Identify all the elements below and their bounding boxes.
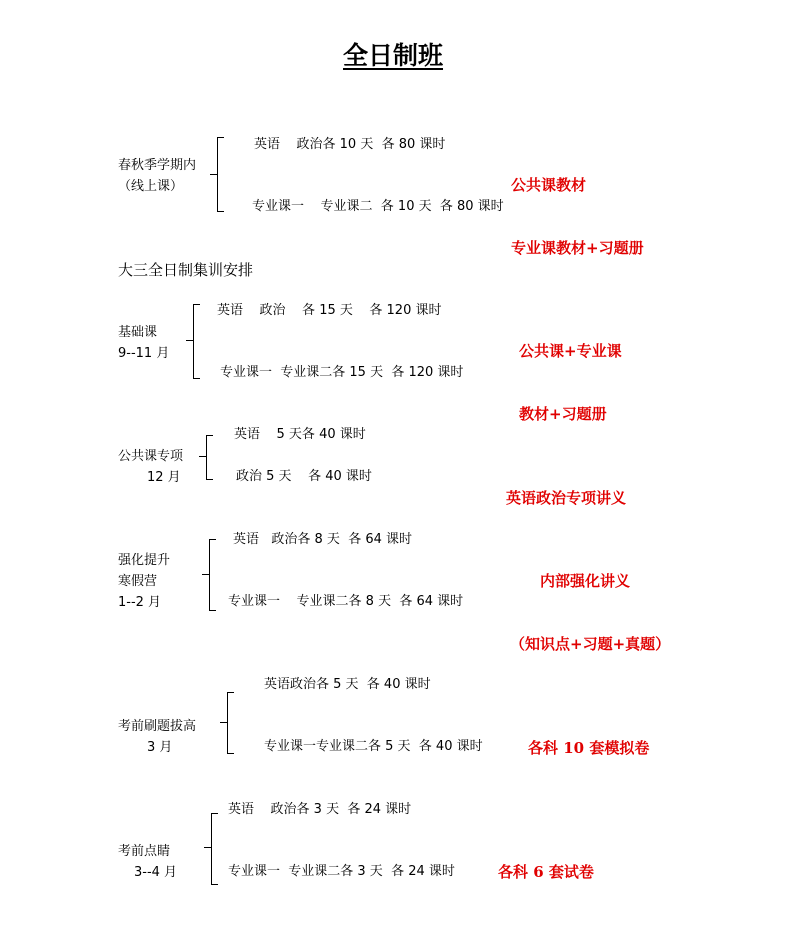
group-label: [118, 550, 170, 613]
material-note: [511, 133, 644, 301]
group-label-line: 9--11 月: [118, 346, 170, 361]
schedule-line: 专业课一 专业课二各 3 天 各 24 课时: [228, 864, 455, 879]
group-label: [118, 155, 196, 197]
note-line: 教材+习题册: [519, 405, 607, 423]
note-line: （知识点+习题+真题）: [510, 635, 671, 653]
note-line: 英语政治专项讲义: [506, 489, 627, 507]
group-label-line: 基础课: [118, 325, 158, 340]
group-label-line: 12 月: [147, 470, 181, 485]
group-label-line: 1--2 月: [118, 595, 162, 610]
schedule-line: 专业课一 专业课二 各 10 天 各 80 课时: [252, 199, 504, 214]
group-label: [118, 716, 196, 758]
material-note: [498, 820, 594, 925]
schedule-line: 英语 政治 各 15 天 各 120 课时: [217, 303, 442, 318]
bracket-tick: [199, 456, 206, 457]
section-subtitle: 大三全日制集训安排: [118, 261, 254, 279]
material-note: [510, 529, 671, 697]
schedule-line: 英语 政治各 10 天 各 80 课时: [254, 137, 446, 152]
bracket: [217, 137, 224, 212]
group-label: [118, 322, 169, 364]
bracket-tick: [202, 574, 209, 575]
page-title: 全日制班: [343, 41, 444, 70]
schedule-line: 英语 政治各 8 天 各 64 课时: [233, 532, 413, 547]
note-line: 各科 6 套试卷: [498, 863, 594, 881]
group-label-line: 春秋季学期内: [118, 158, 197, 173]
group-label-line: （线上课）: [118, 179, 184, 194]
group-label-line: 考前刷题拔高: [118, 719, 197, 734]
bracket-tick: [204, 847, 211, 848]
schedule-line: 专业课一 专业课二各 8 天 各 64 课时: [228, 594, 464, 609]
schedule-line: 政治 5 天 各 40 课时: [236, 469, 372, 484]
group-label: [118, 841, 177, 883]
note-line: 公共课+专业课: [519, 342, 622, 360]
note-line: 公共课教材: [511, 176, 587, 194]
schedule-line: 英语 5 天各 40 课时: [234, 427, 366, 442]
schedule-line: 英语 政治各 3 天 各 24 课时: [228, 802, 412, 817]
group-label: [118, 446, 183, 488]
group-label-line: 3--4 月: [134, 865, 178, 880]
schedule-line: 专业课一专业课二各 5 天 各 40 课时: [264, 739, 483, 754]
note-line: 专业课教材+习题册: [511, 239, 644, 257]
schedule-line: 英语政治各 5 天 各 40 课时: [264, 677, 431, 692]
bracket-tick: [210, 174, 217, 175]
bracket: [209, 539, 216, 611]
bracket-tick: [220, 722, 227, 723]
schedule-line: 专业课一 专业课二各 15 天 各 120 课时: [220, 365, 464, 380]
bracket: [193, 304, 200, 379]
bracket: [206, 435, 213, 480]
group-label-line: 寒假营: [118, 574, 158, 589]
group-label-line: 公共课专项: [118, 449, 184, 464]
group-label-line: 强化提升: [118, 553, 171, 568]
bracket: [227, 692, 234, 754]
material-note: [519, 299, 622, 467]
note-line: 各科 10 套模拟卷: [528, 739, 650, 757]
bracket-tick: [186, 340, 193, 341]
group-label-line: 3 月: [147, 740, 173, 755]
material-note: [528, 696, 649, 801]
group-label-line: 考前点睛: [118, 844, 171, 859]
note-line: 内部强化讲义: [539, 572, 630, 590]
bracket: [211, 813, 218, 885]
